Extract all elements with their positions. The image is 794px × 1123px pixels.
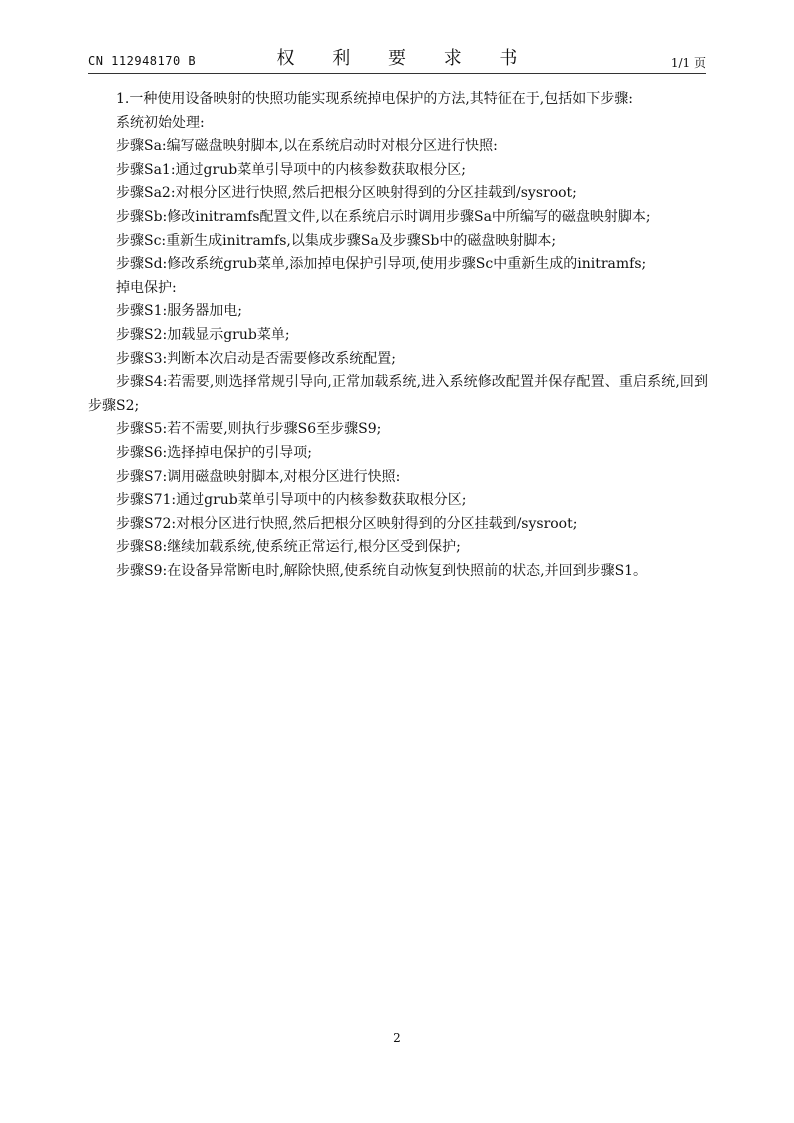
claim-paragraph: 步骤S71:通过grub菜单引导项中的内核参数获取根分区; <box>116 492 467 509</box>
claim-paragraph: 步骤S5:若不需要,则执行步骤S6至步骤S9; <box>116 421 382 438</box>
claim-paragraph: 步骤S9:在设备异常断电时,解除快照,使系统自动恢复到快照前的状态,并回到步骤S1。 <box>116 562 648 579</box>
claim-paragraph: 步骤S7:调用磁盘映射脚本,对根分区进行快照: <box>116 468 401 485</box>
publication-number: CN 112948170 B <box>88 54 197 68</box>
page-number: 2 <box>393 1031 401 1045</box>
claim-paragraph: 步骤Sb:修改initramfs配置文件,以在系统启示时调用步骤Sa中所编写的磁盘映射脚本; <box>116 208 651 225</box>
claim-paragraph: 步骤Sa:编写磁盘映射脚本,以在系统启动时对根分区进行快照: <box>116 138 498 155</box>
document-title: 权 利 要 求 书 <box>276 48 534 69</box>
claim-paragraph: 步骤S6:选择掉电保护的引导项; <box>116 444 312 461</box>
claim-paragraph: 步骤S2:加载显示grub菜单; <box>116 326 290 343</box>
claim-paragraph: 步骤Sd:修改系统grub菜单,添加掉电保护引导项,使用步骤Sc中重新生成的initramfs; <box>116 256 647 273</box>
claim-paragraph: 步骤Sc:重新生成initramfs,以集成步骤Sa及步骤Sb中的磁盘映射脚本; <box>116 232 557 249</box>
page-footer <box>0 1031 794 1045</box>
page-count: 1/1 页 <box>670 56 706 70</box>
claims-body <box>88 88 708 583</box>
claim-paragraph: 步骤S8:继续加载系统,使系统正常运行,根分区受到保护; <box>116 539 461 556</box>
claim-paragraph: 掉电保护: <box>116 279 177 296</box>
claim-paragraph: 步骤S72:对根分区进行快照,然后把根分区映射得到的分区挂载到/sysroot; <box>116 515 578 532</box>
header-divider <box>88 73 706 74</box>
claim-paragraph: 系统初始处理: <box>116 114 205 131</box>
claim-paragraph: 步骤Sa1:通过grub菜单引导项中的内核参数获取根分区; <box>116 161 466 178</box>
page-header <box>88 44 706 72</box>
claim-paragraph: 步骤S3:判断本次启动是否需要修改系统配置; <box>116 350 396 367</box>
claim-paragraph: 步骤Sa2:对根分区进行快照,然后把根分区映射得到的分区挂载到/sysroot; <box>116 185 577 202</box>
claim-paragraph: 步骤S1:服务器加电; <box>116 303 242 320</box>
claim-paragraph: 步骤S4:若需要,则选择常规引导向,正常加载系统,进入系统修改配置并保存配置、重启系统,回到步骤S2; <box>88 374 708 414</box>
claim-paragraph: 1.一种使用设备映射的快照功能实现系统掉电保护的方法,其特征在于,包括如下步骤: <box>116 91 633 107</box>
